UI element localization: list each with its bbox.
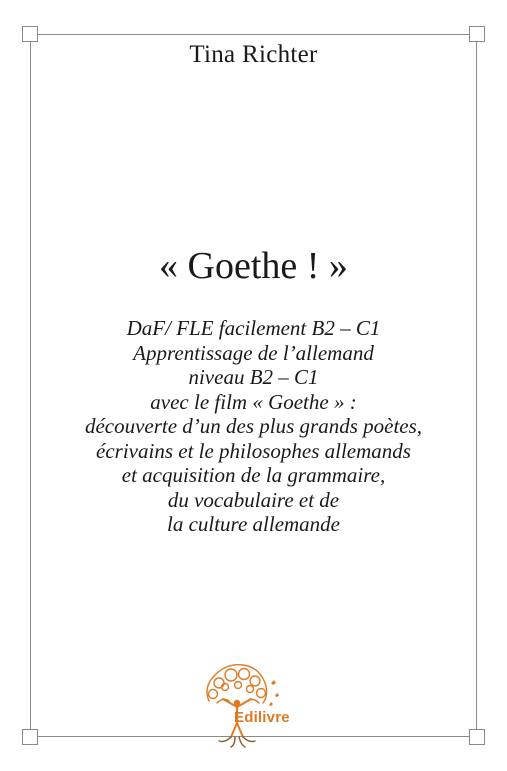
frame-corner-bottom-left: [22, 729, 38, 745]
subtitle-line: niveau B2 – C1: [188, 365, 319, 389]
subtitle-line: du vocabulaire et de: [167, 487, 340, 512]
book-title: « Goethe ! »: [159, 245, 348, 287]
subtitle-line: la culture allemande: [166, 512, 340, 536]
subtitle-line: découverte d’un des plus grands poètes,: [84, 414, 423, 438]
subtitle-line: Apprentissage de l’allemand: [133, 340, 374, 365]
frame-corner-top-right: [469, 26, 485, 42]
publisher-logo: [189, 653, 319, 743]
tree-person-icon: [189, 653, 289, 749]
subtitle-line: avec le film « Goethe » :: [150, 389, 357, 414]
subtitle-line: écrivains et le philosophes allemands: [96, 438, 411, 463]
author-name: Tina Richter: [189, 41, 318, 68]
frame-corner-top-left: [22, 26, 38, 42]
frame-corner-bottom-right: [469, 729, 485, 745]
subtitle-line: et acquisition de la grammaire,: [121, 463, 386, 487]
book-subtitle: [40, 316, 467, 537]
subtitle-line: DaF/ FLE facilement B2 – C1: [126, 316, 381, 340]
publisher-name: Edilivre: [234, 709, 290, 726]
